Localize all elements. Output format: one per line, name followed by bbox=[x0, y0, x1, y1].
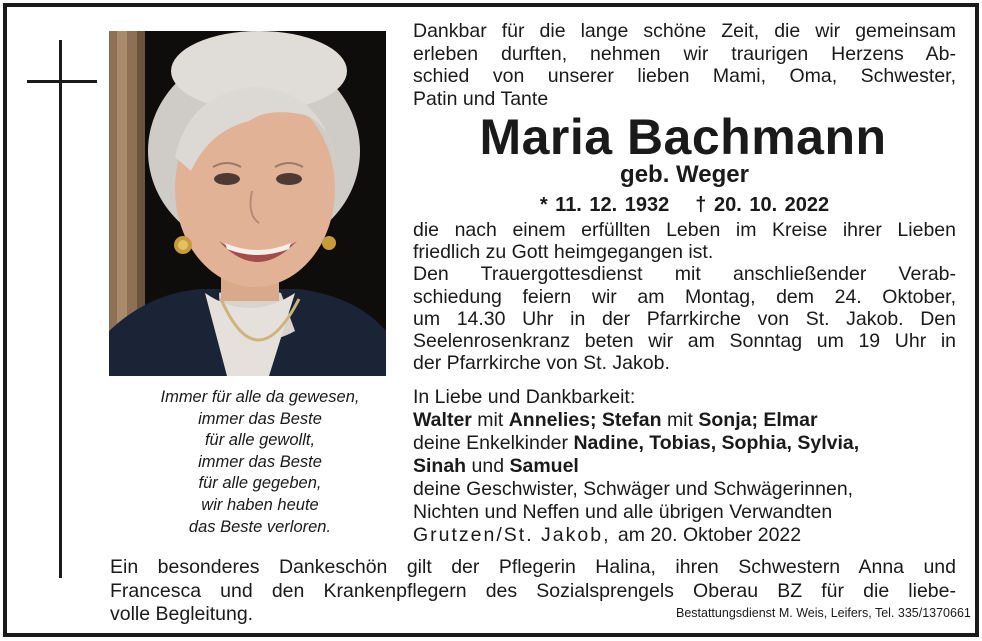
place: Grutzen/St. Jakob, bbox=[413, 524, 611, 546]
poem-line: immer das Beste bbox=[198, 409, 322, 428]
poem-line: immer das Beste bbox=[198, 452, 322, 471]
intro-text bbox=[413, 20, 956, 110]
cross-icon bbox=[59, 40, 62, 578]
poem-line: Immer für alle da gewesen, bbox=[160, 388, 360, 406]
thanks-line: Ein besonderes Dankeschön gilt der Pflegerin Halina, ihren Schwestern Anna und bbox=[110, 556, 956, 578]
date: am 20. Oktober 2022 bbox=[617, 524, 802, 546]
mourners-line-relatives: Nichten und Neffen und alle übrigen Verwandten bbox=[413, 501, 833, 523]
death-date: † 20. 10. 2022 bbox=[695, 194, 830, 216]
cross-icon-bar bbox=[27, 80, 97, 83]
birth-date: * 11. 12. 1932 bbox=[539, 194, 670, 216]
body-line: schiedung feiern wir am Montag, dem 24. Oktober, bbox=[413, 285, 956, 308]
maiden-name: geb. Weger bbox=[620, 161, 749, 188]
intro-line: Dankbar für die lange schöne Zeit, die wir gemeinsam bbox=[413, 20, 956, 42]
deceased-name: Maria Bachmann bbox=[479, 109, 887, 165]
body-line: die nach einem erfüllten Leben im Kreise ihrer Lieben bbox=[413, 219, 956, 241]
body-line: der Pfarrkirche von St. Jakob. bbox=[413, 352, 670, 375]
poem-line: wir haben heute bbox=[201, 495, 319, 514]
portrait-photo bbox=[109, 31, 386, 376]
mourners-line-grandchildren-2: Sinah und Samuel bbox=[413, 455, 579, 477]
body-line: Den Trauergottesdienst mit anschließender Verab- bbox=[413, 263, 956, 286]
intro-line: schied von unserer lieben Mami, Oma, Schwester, bbox=[413, 65, 956, 87]
body-line: friedlich zu Gott heimgegangen ist. bbox=[413, 241, 714, 264]
mourners-line-grandchildren: deine Enkelkinder Nadine, Tobias, Sophia, Sylvia, bbox=[413, 432, 860, 454]
body-line: um 14.30 Uhr in der Pfarrkirche von St. Jakob. Den bbox=[413, 307, 956, 330]
undertaker-credit: Bestattungsdienst M. Weis, Leifers, Tel. 335/1370661 bbox=[676, 606, 971, 620]
body-line: Seelenrosenkranz beten wir am Sonntag um 19 Uhr in bbox=[413, 330, 956, 353]
mourners-list bbox=[413, 386, 956, 547]
poem-line: für alle gewollt, bbox=[204, 431, 316, 450]
life-dates bbox=[413, 192, 956, 218]
intro-line: erleben durften, nehmen wir traurigen Herzens Ab- bbox=[413, 42, 956, 65]
announcement-text bbox=[413, 219, 956, 374]
intro-line: Patin und Tante bbox=[413, 87, 549, 110]
poem-line: für alle gegeben, bbox=[198, 474, 322, 493]
mourners-line-children: Walter mit Annelies; Stefan mit Sonja; Elmar bbox=[413, 409, 818, 431]
memorial-poem bbox=[110, 387, 410, 538]
thanks-line: volle Begleitung. bbox=[110, 603, 254, 625]
place-and-date bbox=[413, 524, 956, 547]
greeting: In Liebe und Dankbarkeit: bbox=[413, 386, 636, 408]
mourners-line-siblings: deine Geschwister, Schwäger und Schwägerinnen, bbox=[413, 478, 854, 500]
poem-line: das Beste verloren. bbox=[188, 517, 332, 536]
thanks-line: Francesca und den Krankenpflegern des Sozialsprengels Oberau BZ für die liebe- bbox=[110, 579, 956, 602]
